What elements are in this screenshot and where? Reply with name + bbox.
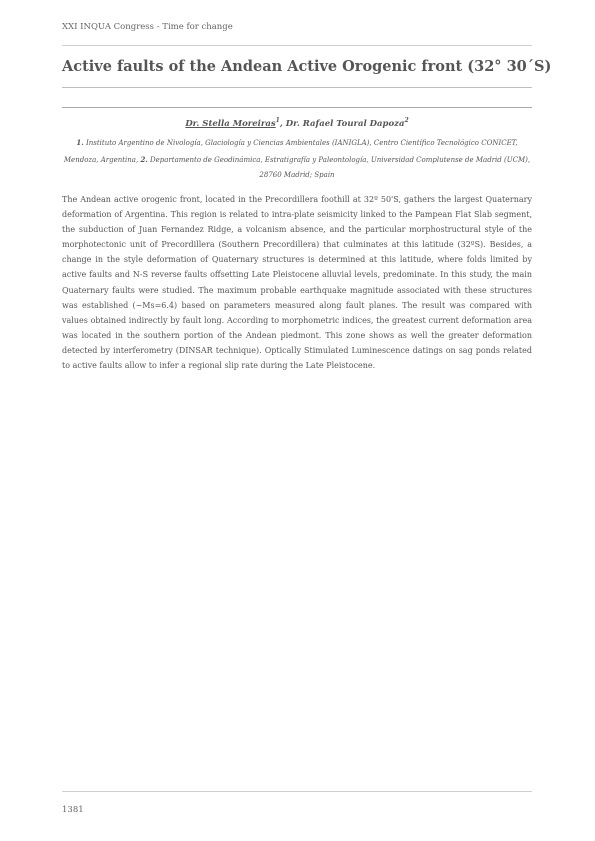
header-rule bbox=[62, 45, 532, 46]
author-separator: , bbox=[279, 119, 286, 129]
title-rule-lower bbox=[62, 107, 532, 108]
author-affiliation-marker: 2 bbox=[404, 117, 409, 124]
author-name: Dr. Rafael Toural Dapoza bbox=[285, 119, 405, 129]
running-header: XXI INQUA Congress - Time for change bbox=[62, 22, 233, 32]
affiliation-number: 1. bbox=[76, 138, 84, 147]
author-affiliation-marker: 1 bbox=[275, 117, 280, 124]
title-rule bbox=[62, 87, 532, 88]
affiliation-number: 2. bbox=[140, 154, 148, 164]
author-name: Dr. Stella Moreiras bbox=[185, 119, 276, 129]
footer-rule bbox=[62, 791, 532, 792]
affiliation-text: Departamento de Geodinámica, Estratigrafía y Paleontología, Universidad Complutense de Madrid (UCM), 28760 Madrid; Spain bbox=[150, 155, 531, 179]
affiliation-text: Instituto Argentino de Nivología, Glaciología y Ciencias Ambientales (IANIGLA), Centro Científico Tecnológico CONICET, Mendoza, Argentina, bbox=[63, 139, 518, 164]
author-line bbox=[62, 119, 532, 129]
page-number: 1381 bbox=[62, 805, 84, 815]
abstract-paragraph: The Andean active orogenic front, located in the Precordillera foothill at 32º 50'S, gathers the largest Quaternary deformation of Argentina. This region is related to intra-plate seismicity linked to the Pampean Flat Slab segment, the subduction of Juan Fernandez Ridge, a volcanism absence, and the particular morphostructural style of the morphotectonic unit of Precordillera (Southern Precordillera) that culminates at this latitude (32ºS). Besides, a change in the style deformation of Quaternary structures is determined at this latitude, where folds limited by active faults and N-S reverse faults offsetting Late Pleistocene alluvial levels, predominate. In this study, the main Quaternary faults were studied. The maximum probable earthquake magnitude associated with these structures was established (~Ms=6.4) based on parameters measured along fault planes. The result was compared with values obtained indirectly by fault long. According to morphometric indices, the greatest current deformation area was located in the southern portion of the Andean piedmont. This zone shows as well the greater deformation detected by interferometry (DINSAR technique). Optically Stimulated Luminescence datings on sag ponds related to active faults allow to infer a regional slip rate during the Late Pleistocene. bbox=[62, 195, 532, 371]
affiliations bbox=[62, 135, 532, 184]
article-title: Active faults of the Andean Active Orogenic front (32° 30´S) bbox=[62, 58, 552, 75]
